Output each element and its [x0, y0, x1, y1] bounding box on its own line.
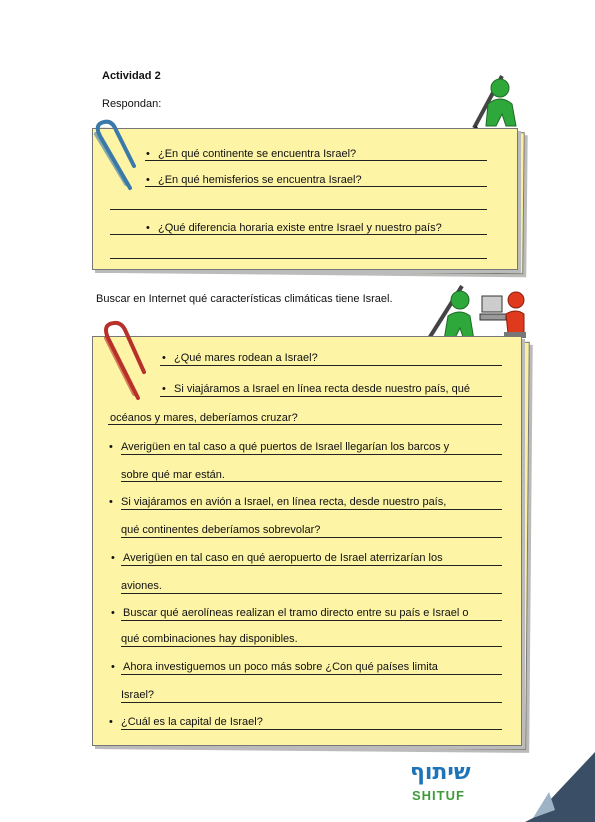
answer-line[interactable] — [145, 186, 487, 187]
answer-line[interactable] — [121, 509, 502, 510]
question-capital: • ¿Cuál es la capital de Israel? — [121, 716, 263, 729]
paperclip-icon — [94, 320, 146, 404]
question-airport-line2: aviones. — [121, 580, 162, 592]
question-oceans-line2: océanos y mares, deberíamos cruzar? — [110, 412, 298, 424]
research-instruction: Buscar en Internet qué características climáticas tiene Israel. — [96, 293, 393, 305]
question-airlines-line2: qué combinaciones hay disponibles. — [121, 633, 298, 645]
question-hemispheres: • ¿En qué hemisferios se encuentra Israel? — [158, 174, 362, 187]
answer-line[interactable] — [110, 209, 487, 210]
shituf-logo — [408, 760, 488, 810]
answer-line[interactable] — [121, 620, 502, 621]
page-number: 4 — [536, 775, 545, 792]
person-writing-icon — [468, 70, 524, 134]
answer-line[interactable] — [110, 258, 487, 259]
answer-line[interactable] — [121, 593, 502, 594]
question-oceans-line1: • Si viajáramos a Israel en línea recta desde nuestro país, qué — [174, 383, 470, 396]
question-flight-line1: • Si viajáramos en avión a Israel, en línea recta, desde nuestro país, — [121, 496, 446, 509]
answer-line[interactable] — [121, 481, 502, 482]
question-ports-line1: • Averigüen en tal caso a qué puertos de Israel llegarían los barcos y — [121, 441, 449, 454]
answer-line[interactable] — [160, 396, 502, 397]
question-time-difference: • ¿Qué diferencia horaria existe entre Israel y nuestro país? — [158, 222, 442, 235]
answer-line[interactable] — [160, 365, 502, 366]
answer-line[interactable] — [121, 454, 502, 455]
note-card-2 — [92, 336, 522, 746]
answer-line[interactable] — [121, 565, 502, 566]
answer-line[interactable] — [145, 160, 487, 161]
answer-line[interactable] — [121, 674, 502, 675]
answer-line[interactable] — [121, 729, 502, 730]
paperclip-icon — [86, 118, 136, 194]
question-seas: • ¿Qué mares rodean a Israel? — [174, 352, 318, 365]
question-airlines-line1: • Buscar qué aerolíneas realizan el tramo directo entre su país e Israel o — [123, 607, 468, 620]
logo-latin-text: SHITUF — [412, 788, 465, 803]
question-airport-line1: • Averigüen en tal caso en qué aeropuerto de Israel aterrizarían los — [123, 552, 443, 565]
answer-line[interactable] — [121, 702, 502, 703]
activity-title: Actividad 2 — [102, 70, 161, 82]
answer-line[interactable] — [108, 424, 502, 425]
question-continent: • ¿En qué continente se encuentra Israel? — [158, 148, 356, 161]
logo-hebrew-text: שיתוף — [410, 760, 471, 785]
answer-line[interactable] — [121, 646, 502, 647]
question-ports-line2: sobre qué mar están. — [121, 469, 225, 481]
page-corner-icon — [515, 752, 595, 822]
question-borders-line2: Israel? — [121, 689, 155, 701]
question-flight-line2: qué continentes deberíamos sobrevolar? — [121, 524, 321, 536]
activity-subtitle: Respondan: — [102, 98, 162, 110]
question-borders-line1: • Ahora investiguemos un poco más sobre ¿Con qué países limita — [123, 661, 438, 674]
answer-line[interactable] — [121, 537, 502, 538]
answer-line[interactable] — [110, 234, 487, 235]
